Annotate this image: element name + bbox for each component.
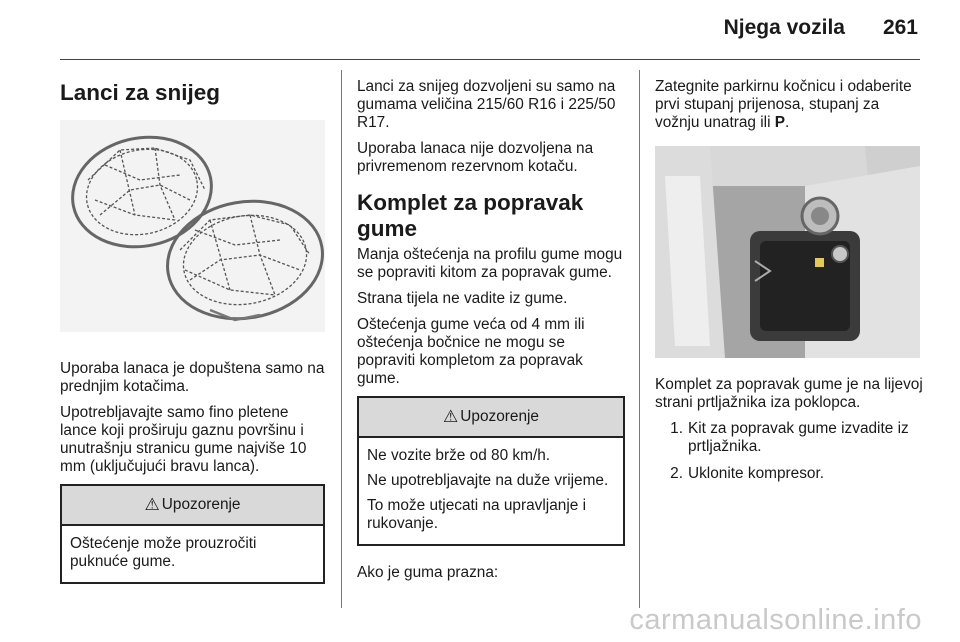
warning-box [357, 396, 625, 546]
heading-snow-chains: Lanci za snijeg [60, 80, 221, 105]
header-divider [60, 59, 920, 60]
paragraph: Manja oštećenja na profilu gume mogu se popraviti kitom za popravak gume. [357, 246, 623, 281]
step-number: 1. [670, 420, 683, 437]
paragraph: Strana tijela ne vadite iz gume. [357, 290, 568, 307]
warning-title: Upozorenje [161, 496, 241, 513]
column-2 [357, 78, 625, 590]
paragraph: Oštećenja gume veća od 4 mm ili oštećenja bočnice ne mogu se popraviti kompletom za popravak gume. [357, 316, 585, 387]
paragraph-text: Zategnite parkirnu kočnicu i odaberite prvi stupanj prijenosa, stupanj za vožnju unatrag ili [655, 78, 912, 131]
step-number: 2. [670, 465, 683, 482]
warning-triangle-icon: ⚠ [144, 495, 160, 514]
watermark: carmanualsonline.info [629, 604, 922, 636]
warning-triangle-icon: ⚠ [443, 407, 459, 426]
step-text: Kit za popravak gume izvadite iz prtljažnika. [688, 420, 909, 455]
paragraph: Upotrebljavajte samo fino pletene lance koji proširuju gaznu površinu i unutrašnju stranicu gume najviše 10 mm (uključujući bravu lanca). [60, 404, 307, 475]
step-text: Uklonite kompresor. [688, 465, 825, 482]
section-title: Njega vozila [723, 16, 845, 39]
paragraph-parking-brake [655, 78, 923, 132]
warning-header [359, 398, 623, 438]
gear-label-p: P [774, 114, 786, 131]
column-3 [655, 78, 923, 492]
warning-header [62, 486, 323, 526]
list-item [655, 465, 923, 483]
column-divider [341, 70, 342, 608]
paragraph: Ako je guma prazna: [357, 564, 499, 581]
warning-line: To može utjecati na upravljanje i rukovanje. [367, 497, 587, 532]
trunk-compartment-icon [655, 146, 920, 358]
trunk-repair-kit-photo [655, 146, 920, 358]
page-number: 261 [882, 16, 918, 39]
steps-list [655, 420, 923, 483]
paragraph-end: . [785, 114, 790, 131]
heading-tyre-repair-kit: Komplet za popravak gume [357, 190, 584, 241]
warning-title: Upozorenje [460, 408, 539, 425]
warning-line: Ne upotrebljavajte na duže vrijeme. [367, 472, 609, 489]
warning-box [60, 484, 325, 584]
snow-chains-icon [60, 120, 325, 332]
warning-body [359, 438, 623, 544]
paragraph: Komplet za popravak gume je na lijevoj strani prtljažnika iza poklopca. [655, 376, 923, 411]
paragraph: Uporaba lanaca je dopuštena samo na prednjim kotačima. [60, 360, 325, 395]
warning-text: Oštećenje može prouzročiti puknuće gume. [70, 535, 257, 570]
column-divider [639, 70, 640, 608]
list-item [655, 420, 923, 456]
warning-line: Ne vozite brže od 80 km/h. [367, 447, 551, 464]
warning-body [62, 526, 323, 582]
snow-chains-illustration [60, 120, 325, 332]
page-header [0, 0, 960, 60]
column-1 [60, 78, 325, 584]
paragraph: Lanci za snijeg dozvoljeni su samo na gumama veličina 215/60 R16 i 225/50 R17. [357, 78, 616, 131]
paragraph: Uporaba lanaca nije dozvoljena na privremenom rezervnom kotaču. [357, 140, 594, 175]
